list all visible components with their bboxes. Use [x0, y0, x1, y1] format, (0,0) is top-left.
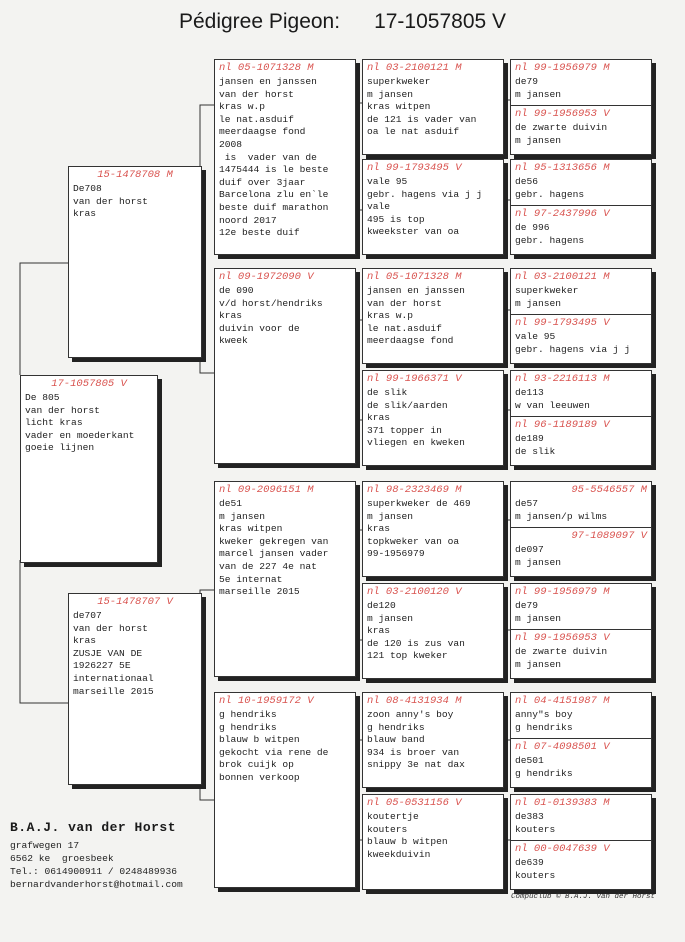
great-grandparent-ring: nl 08-4131934 M	[367, 695, 462, 707]
sire-text: De708 van der horst kras	[73, 183, 148, 220]
ancestor-female	[511, 314, 651, 364]
dam-text: de707 van der horst kras ZUSJE VAN DE 1926227 5E internationaal marseille 2015	[73, 610, 154, 697]
grandparent-box	[214, 692, 356, 888]
ancestor-male	[511, 584, 651, 629]
ancestor-male	[511, 482, 651, 527]
ancestor-female	[511, 629, 651, 679]
ancestor-pair-box	[510, 59, 652, 155]
ancestor-text: de639 kouters	[515, 857, 556, 881]
ancestor-text: superkweker m jansen	[515, 285, 579, 309]
ancestor-pair-box	[510, 583, 652, 679]
grandparent-box	[214, 59, 356, 255]
dam-ring: 15-1478707 V	[97, 596, 173, 608]
great-grandparent-ring: nl 99-1793495 V	[367, 162, 462, 174]
ancestor-ring: nl 99-1956953 V	[515, 632, 610, 644]
ancestor-female	[511, 416, 651, 466]
great-grandparent-box	[362, 370, 504, 466]
great-grandparent-box	[362, 268, 504, 364]
ancestor-text: de113 w van leeuwen	[515, 387, 590, 411]
owner-info	[10, 820, 183, 891]
ancestor-pair-box	[510, 159, 652, 255]
great-grandparent-ring: nl 03-2100120 V	[367, 586, 462, 598]
great-grandparent-text: jansen en janssen van der horst kras w.p le nat.asduif meerdaagse fond	[367, 285, 465, 347]
ancestor-text: de zwarte duivin m jansen	[515, 646, 608, 670]
grandparent-text: de51 m jansen kras witpen kweker gekregen van marcel jansen vader van de 227 4e nat 5e internat marseille 2015	[219, 498, 329, 598]
grandparent-text: de 090 v/d horst/hendriks kras duivin voor de kweek	[219, 285, 323, 347]
subject-ring: 17-1057805 V	[51, 378, 127, 390]
ancestor-text: de383 kouters	[515, 811, 556, 835]
ancestor-text: de79 m jansen	[515, 76, 562, 100]
grandparent-ring: nl 05-1071328 M	[219, 62, 314, 74]
owner-phone: Tel.: 0614900911 / 0248489936	[10, 866, 177, 877]
ancestor-text: de501 g hendriks	[515, 755, 573, 779]
ancestor-ring: nl 97-2437996 V	[515, 208, 610, 220]
ancestor-text: vale 95 gebr. hagens via j j	[515, 331, 631, 355]
ancestor-male	[511, 371, 651, 416]
grandparent-text: jansen en janssen van der horst kras w.p le nat.asduif meerdaagse fond 2008 is vader van de 1475444 is le beste duif over 3jaar Barcelona zlu en`le beste duif marathon noord 2017 12e beste duif	[219, 76, 329, 239]
title-ring: 17-1057805 V	[374, 10, 507, 33]
ancestor-male	[511, 693, 651, 738]
ancestor-female	[511, 527, 651, 577]
sire-ring: 15-1478708 M	[97, 169, 173, 181]
ancestor-ring: nl 99-1956979 M	[515, 62, 610, 74]
great-grandparent-text: vale 95 gebr. hagens via j j vale 495 is top kweekster van oa	[367, 176, 483, 238]
great-grandparent-box	[362, 59, 504, 155]
great-grandparent-box	[362, 583, 504, 679]
great-grandparent-text: superkweker m jansen kras witpen de 121 is vader van oa le nat asduif	[367, 76, 477, 138]
great-grandparent-ring: nl 03-2100121 M	[367, 62, 462, 74]
title-label: Pédigree Pigeon:	[178, 10, 341, 33]
grandparent-text: g hendriks g hendriks blauw b witpen gekocht via rene de brok cuijk op bonnen verkoop	[219, 709, 329, 783]
grandparent-ring: nl 09-2096151 M	[219, 484, 314, 496]
ancestor-ring: nl 95-1313656 M	[515, 162, 610, 174]
ancestor-female	[511, 840, 651, 890]
ancestor-text: de zwarte duivin m jansen	[515, 122, 608, 146]
great-grandparent-text: de slik de slik/aarden kras 371 topper in vliegen en kweken	[367, 387, 465, 449]
subject-box	[20, 375, 158, 563]
ancestor-ring: 97-1089097 V	[571, 530, 647, 542]
ancestor-ring: 95-5546557 M	[571, 484, 647, 496]
great-grandparent-box	[362, 692, 504, 788]
ancestor-ring: nl 93-2216113 M	[515, 373, 610, 385]
ancestor-pair-box	[510, 268, 652, 364]
ancestor-ring: nl 03-2100121 M	[515, 271, 610, 283]
copyright-footer: Compuclub © B.A.J. van der Horst	[510, 893, 655, 901]
ancestor-ring: nl 04-4151987 M	[515, 695, 610, 707]
ancestor-ring: nl 99-1956953 V	[515, 108, 610, 120]
sire-box	[68, 166, 202, 358]
great-grandparent-box	[362, 159, 504, 255]
ancestor-pair-box	[510, 692, 652, 788]
owner-address: grafwegen 17	[10, 840, 80, 851]
ancestor-text: anny"s boy g hendriks	[515, 709, 573, 733]
ancestor-female	[511, 105, 651, 155]
ancestor-ring: nl 96-1189189 V	[515, 419, 610, 431]
owner-name: B.A.J. van der Horst	[10, 820, 177, 835]
ancestor-text: de 996 gebr. hagens	[515, 222, 585, 246]
great-grandparent-text: superkweker de 469 m jansen kras topkweker van oa 99-1956979	[367, 498, 471, 560]
grandparent-box	[214, 268, 356, 464]
ancestor-pair-box	[510, 370, 652, 466]
ancestor-pair-box	[510, 481, 652, 577]
ancestor-text: de189 de slik	[515, 433, 556, 457]
subject-text: De 805 van der horst licht kras vader en moederkant goeie lijnen	[25, 392, 135, 454]
ancestor-ring: nl 99-1956979 M	[515, 586, 610, 598]
ancestor-ring: nl 07-4098501 V	[515, 741, 610, 753]
great-grandparent-ring: nl 99-1966371 V	[367, 373, 462, 385]
dam-box	[68, 593, 202, 785]
great-grandparent-text: koutertje kouters blauw b witpen kweekduivin	[367, 811, 448, 860]
owner-city: 6562 ke groesbeek	[10, 853, 114, 864]
great-grandparent-ring: nl 98-2323469 M	[367, 484, 462, 496]
ancestor-male	[511, 60, 651, 105]
great-grandparent-box	[362, 481, 504, 577]
great-grandparent-text: de120 m jansen kras de 120 is zus van 121 top kweker	[367, 600, 465, 662]
ancestor-pair-box	[510, 794, 652, 890]
ancestor-female	[511, 738, 651, 788]
ancestor-ring: nl 01-0139383 M	[515, 797, 610, 809]
grandparent-ring: nl 09-1972090 V	[219, 271, 314, 283]
grandparent-ring: nl 10-1959172 V	[219, 695, 314, 707]
ancestor-female	[511, 205, 651, 255]
ancestor-male	[511, 160, 651, 205]
ancestor-text: de097 m jansen	[515, 544, 562, 568]
ancestor-text: de79 m jansen	[515, 600, 562, 624]
great-grandparent-box	[362, 794, 504, 890]
ancestor-ring: nl 00-0047639 V	[515, 843, 610, 855]
great-grandparent-ring: nl 05-1071328 M	[367, 271, 462, 283]
ancestor-male	[511, 269, 651, 314]
ancestor-ring: nl 99-1793495 V	[515, 317, 610, 329]
ancestor-text: de57 m jansen/p wilms	[515, 498, 608, 522]
great-grandparent-text: zoon anny's boy g hendriks blauw band 934 is broer van snippy 3e nat dax	[367, 709, 465, 771]
owner-email: bernardvanderhorst@hotmail.com	[10, 879, 183, 890]
ancestor-male	[511, 795, 651, 840]
ancestor-text: de56 gebr. hagens	[515, 176, 585, 200]
great-grandparent-ring: nl 05-0531156 V	[367, 797, 462, 809]
grandparent-box	[214, 481, 356, 677]
